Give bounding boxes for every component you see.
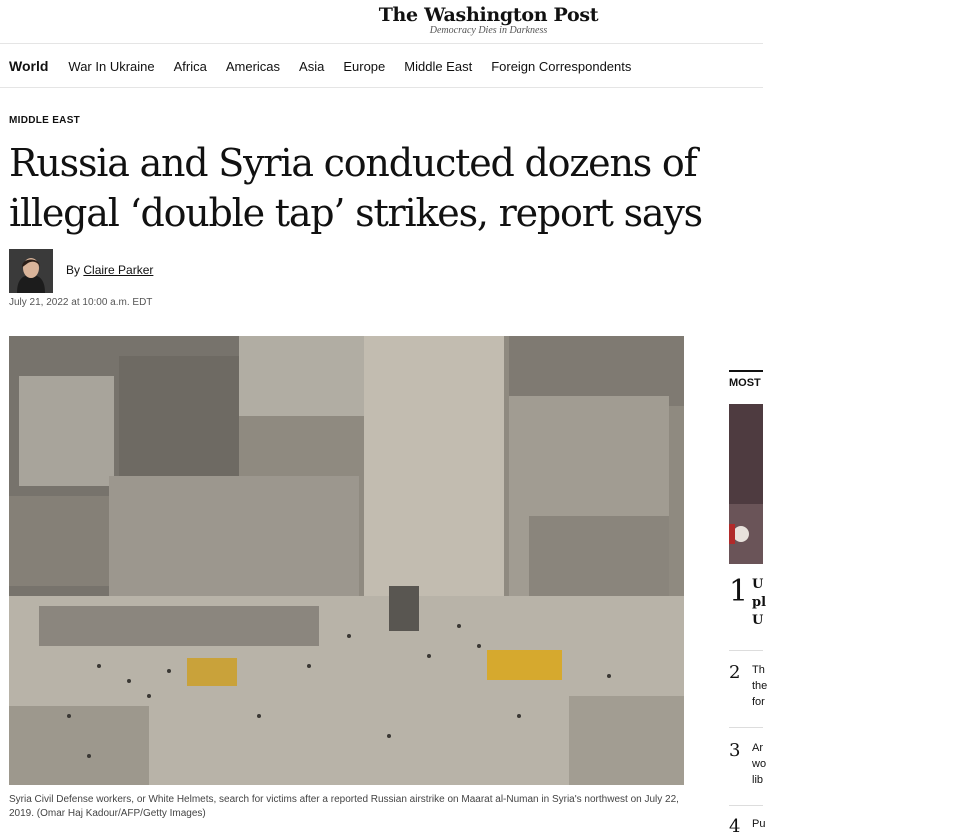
lead-photo[interactable] bbox=[9, 336, 684, 785]
most-read-thumbnail[interactable] bbox=[729, 404, 763, 564]
nav-item-africa[interactable]: Africa bbox=[173, 58, 207, 74]
nav-item-europe[interactable]: Europe bbox=[343, 58, 386, 74]
most-read-rank-2: 2 bbox=[729, 662, 741, 683]
most-read-divider bbox=[729, 727, 763, 728]
most-read-rank-3: 3 bbox=[729, 740, 741, 761]
most-read-headline-4[interactable]: Pu bbox=[752, 818, 766, 830]
most-read-title: MOST bbox=[729, 377, 761, 389]
nav-item-war-in-ukraine[interactable]: War In Ukraine bbox=[68, 58, 155, 74]
nav-item-middle-east[interactable]: Middle East bbox=[404, 58, 473, 74]
most-read-divider bbox=[729, 650, 763, 651]
section-nav bbox=[0, 45, 763, 88]
author-link[interactable]: Claire Parker bbox=[83, 263, 154, 277]
photo-caption: Syria Civil Defense workers, or White Helmets, search for victims after a reported Russian airstrike on Maarat al-Numan in Syria's northwest on July 22, 2019. (Omar Haj Kadour/AFP/Getty Images) bbox=[9, 794, 679, 819]
publish-date: July 21, 2022 at 10:00 a.m. EDT bbox=[9, 297, 153, 308]
nav-item-world[interactable]: World bbox=[9, 58, 49, 74]
most-read-divider bbox=[729, 805, 763, 806]
article-headline: Russia and Syria conducted dozens of illegal ‘double tap’ strikes, report says bbox=[9, 141, 702, 235]
site-logo[interactable]: The Washington Post bbox=[378, 4, 599, 26]
nav-item-foreign-correspondents[interactable]: Foreign Correspondents bbox=[491, 58, 632, 74]
most-read-rank-1: 1 bbox=[729, 574, 749, 609]
article-kicker[interactable]: MIDDLE EAST bbox=[9, 115, 81, 126]
rail-divider bbox=[729, 370, 763, 372]
nav-item-asia[interactable]: Asia bbox=[299, 58, 325, 74]
most-read-headline-3[interactable]: Ar wo lib bbox=[752, 742, 767, 786]
most-read-headline-2[interactable]: Th the for bbox=[752, 664, 768, 708]
masthead bbox=[0, 0, 763, 44]
byline bbox=[66, 263, 153, 277]
site-tagline: Democracy Dies in Darkness bbox=[429, 25, 548, 36]
most-read-headline-1[interactable]: U pl U bbox=[752, 577, 767, 628]
author-avatar[interactable] bbox=[9, 249, 53, 293]
nav-item-americas[interactable]: Americas bbox=[225, 58, 281, 74]
byline-prefix: By bbox=[66, 263, 81, 277]
most-read-rank-4: 4 bbox=[729, 816, 741, 837]
